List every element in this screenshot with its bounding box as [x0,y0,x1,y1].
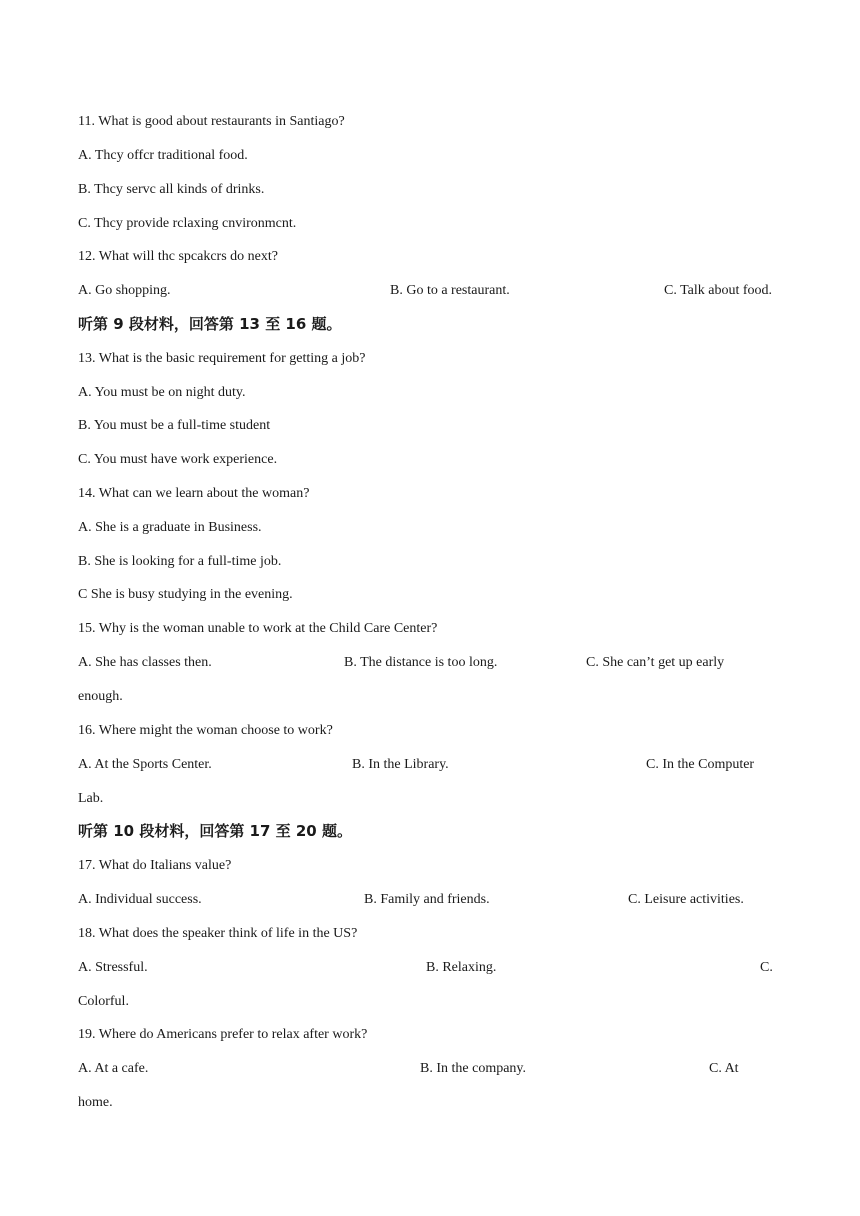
question-18: 18. What does the speaker think of life in the US? [78,926,358,941]
option-15-b: B. The distance is too long. [344,655,498,670]
option-14-c: C She is busy studying in the evening. [78,587,293,602]
section-heading-10: 听第 10 段材料，回答第 17 至 20 题。 [78,822,352,840]
question-17: 17. What do Italians value? [78,858,232,873]
option-17-c: C. Leisure activities. [628,892,744,907]
option-19-c: C. At [709,1061,739,1076]
option-14-b: B. She is looking for a full-time job. [78,554,282,569]
option-12-b: B. Go to a restaurant. [390,283,510,298]
option-16-c-continued: Lab. [78,791,104,806]
option-17-b: B. Family and friends. [364,892,490,907]
option-19-a: A. At a cafe. [78,1061,149,1076]
question-12: 12. What will thc spcakcrs do next? [78,249,278,264]
question-16: 16. Where might the woman choose to work? [78,723,333,738]
option-18-a: A. Stressful. [78,960,148,975]
option-15-a: A. She has classes then. [78,655,212,670]
option-12-a: A. Go shopping. [78,283,171,298]
option-19-c-continued: home. [78,1095,113,1110]
option-18-c: C. [760,960,773,975]
option-18-b: B. Relaxing. [426,960,497,975]
question-11: 11. What is good about restaurants in Santiago? [78,114,345,129]
question-14: 14. What can we learn about the woman? [78,486,310,501]
option-19-b: B. In the company. [420,1061,527,1076]
option-16-b: B. In the Library. [352,757,449,772]
question-19: 19. Where do Americans prefer to relax after work? [78,1027,368,1042]
question-13: 13. What is the basic requirement for getting a job? [78,351,366,366]
option-18-c-continued: Colorful. [78,994,129,1009]
option-11-b: B. Thcy servc all kinds of drinks. [78,182,265,197]
option-16-c: C. In the Computer [646,757,755,772]
option-13-b: B. You must be a full-time student [78,418,271,433]
option-11-a: A. Thcy offcr traditional food. [78,148,248,163]
option-12-c: C. Talk about food. [664,283,773,298]
option-16-a: A. At the Sports Center. [78,757,212,772]
option-15-c: C. She can’t get up early [586,655,725,670]
option-14-a: A. She is a graduate in Business. [78,520,262,535]
option-15-c-continued: enough. [78,689,123,704]
question-15: 15. Why is the woman unable to work at the Child Care Center? [78,621,438,636]
option-17-a: A. Individual success. [78,892,202,907]
option-13-a: A. You must be on night duty. [78,385,246,400]
option-11-c: C. Thcy provide rclaxing cnvironmcnt. [78,216,297,231]
section-heading-9: 听第 9 段材料，回答第 13 至 16 题。 [78,315,342,333]
option-13-c: C. You must have work experience. [78,452,278,467]
